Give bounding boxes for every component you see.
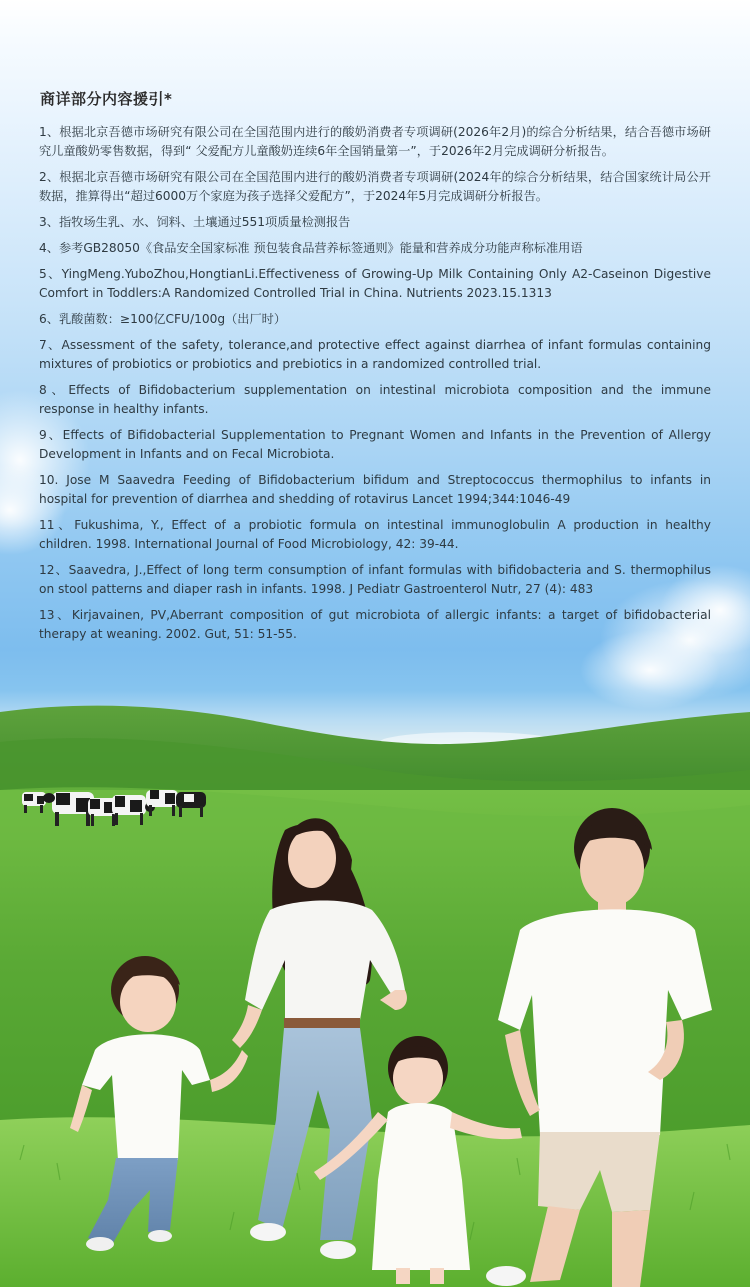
- reference-item-12: 12、Saavedra, J.,Effect of long term consumption of infant formulas with bifidobacteria and S. thermophilus on stool patterns and diaper rash in infants. 1998. J Pediatr Gastroenterol Nutr, 27 (4): 483: [39, 563, 711, 596]
- reference-item-4: 4、参考GB28050《食品安全国家标准 预包装食品营养标签通则》能量和营养成分功能声称标准用语: [39, 241, 583, 255]
- reference-item-10: 10. Jose M Saavedra Feeding of Bifidobacterium bifidum and Streptococcus thermophilus to infants in hospital for prevention of diarrhea and shedding of rotavirus Lancet 1994;344:1046-49: [39, 473, 711, 506]
- reference-item-1: 1、根据北京吾德市场研究有限公司在全国范围内进行的酸奶消费者专项调研(2026年2月)的综合分析结果，结合吾德市场研究儿童酸奶零售数据，得到“ 父爱配方儿童酸奶连续6年全国销量第一”，于2026年2月完成调研分析报告。: [39, 125, 711, 158]
- reference-item-7: 7、Assessment of the safety, tolerance,and protective effect against diarrhea of infant formulas containing mixtures of probiotics or probiotics and prebiotics in a randomized controlled trial.: [39, 338, 711, 371]
- reference-item-11: 11、Fukushima, Y., Effect of a probiotic formula on intestinal immunoglobulin A production in healthy children. 1998. International Journal of Food Microbiology, 42: 39-44.: [39, 518, 711, 551]
- reference-item-9: 9、Effects of Bifidobacterial Supplementation to Pregnant Women and Infants in the Prevention of Allergy Development in Infants and on Fecal Microbiota.: [39, 428, 711, 461]
- reference-item-6: 6、乳酸菌数：≥100亿CFU/100g（出厂时）: [39, 312, 287, 326]
- reference-item-2: 2、根据北京吾德市场研究有限公司在全国范围内进行的酸奶消费者专项调研(2024年的综合分析结果，结合国家统计局公开数据，推算得出“超过6000万个家庭为孩子选择父爱配方”，于2024年5月完成调研分析报告。: [39, 170, 711, 203]
- reference-item-8: 8、Effects of Bifidobacterium supplementation on intestinal microbiota composition and the immune response in healthy infants.: [39, 383, 711, 416]
- reference-notes: [39, 88, 711, 651]
- reference-item-13: 13、Kirjavainen, PV,Aberrant composition of gut microbiota of allergic infants: a target of bifidobacterial therapy at weaning. 2002. Gut, 51: 51-55.: [39, 608, 711, 641]
- notes-title: 商详部分内容援引*: [40, 90, 173, 108]
- reference-item-3: 3、指牧场生乳、水、饲料、土壤通过551项质量检测报告: [39, 215, 351, 229]
- reference-item-5: 5、YingMeng.YuboZhou,HongtianLi.Effectiveness of Growing-Up Milk Containing Only A2-Caseinon Digestive Comfort in Toddlers:A Randomized Controlled Trial in China. Nutrients 2023.15.1313: [39, 267, 711, 300]
